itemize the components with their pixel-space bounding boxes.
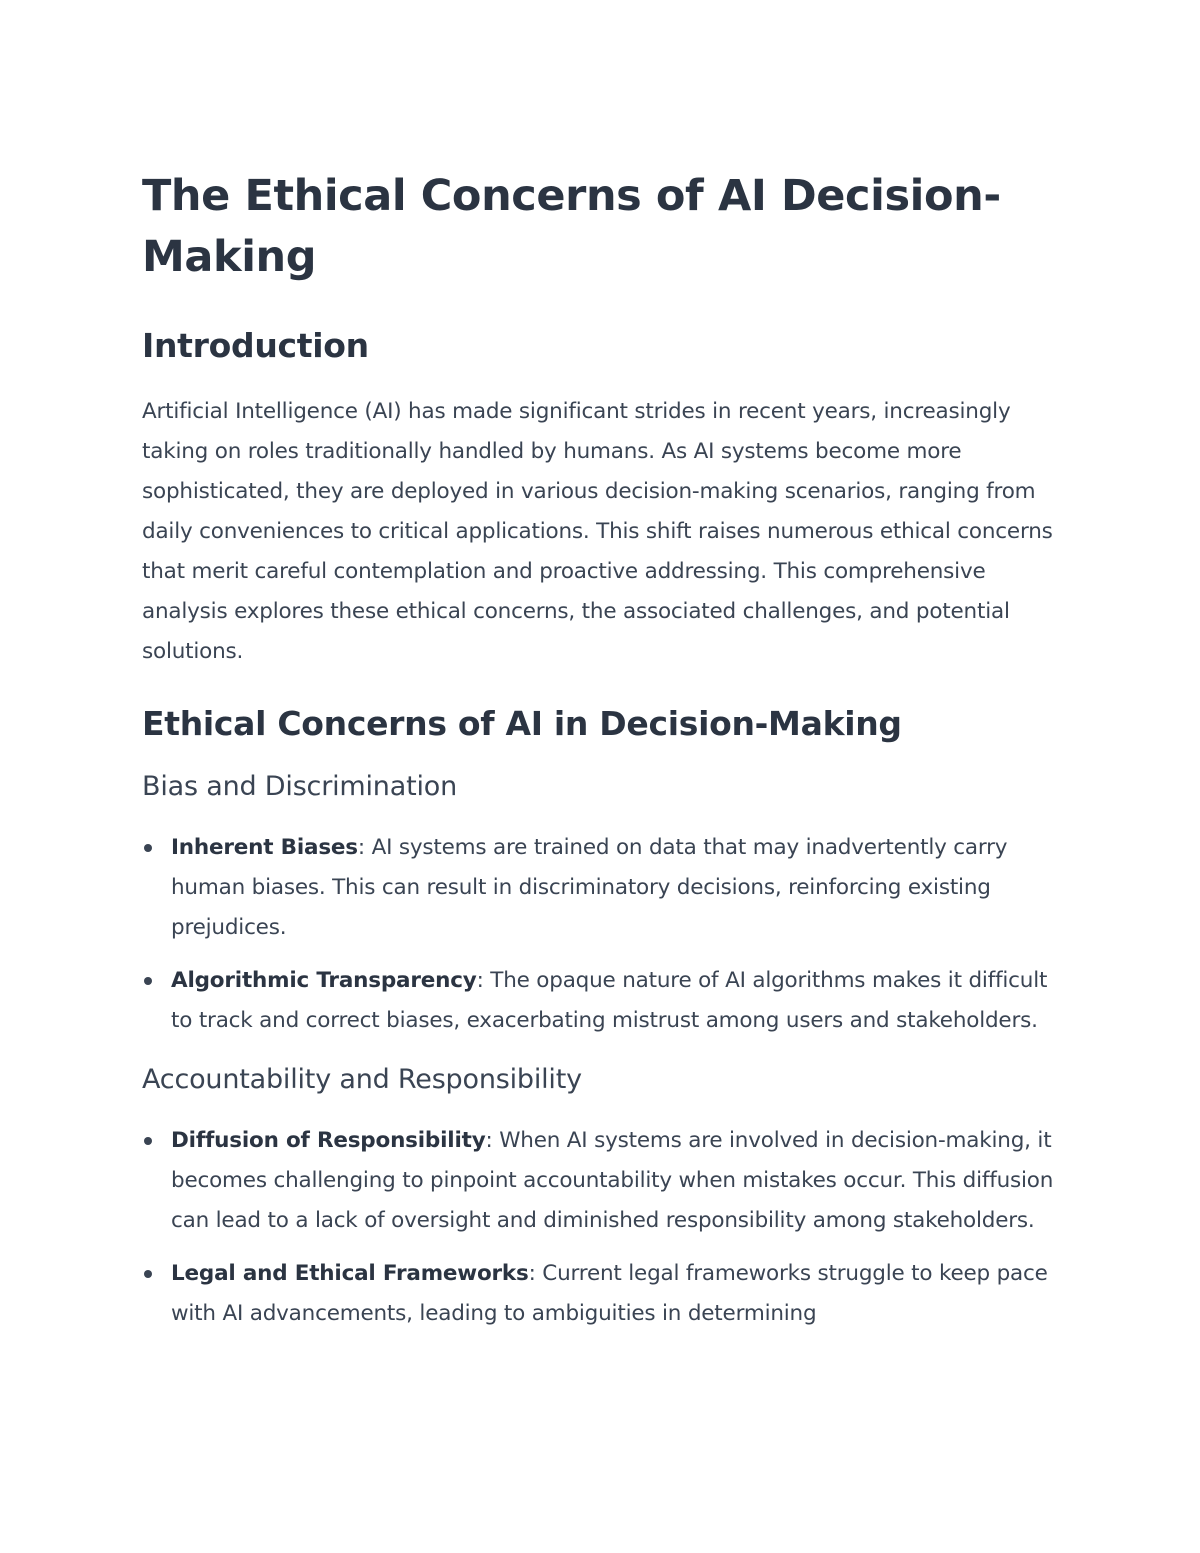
list-item-text: : Current legal frameworks struggle to keep pace with AI advancements, leading to ambiguities in determining <box>171 1261 1048 1326</box>
list-item <box>142 961 1067 1041</box>
list-item-term: Legal and Ethical Frameworks <box>171 1261 529 1286</box>
list-item-text: : AI systems are trained on data that may inadvertently carry human biases. This can result in discriminatory decisions, reinforcing existing prejudices. <box>171 835 1008 940</box>
accountability-list <box>142 1121 1067 1334</box>
list-item <box>142 828 1067 948</box>
introduction-paragraph: Artificial Intelligence (AI) has made significant strides in recent years, increasingly taking on roles traditionally handled by humans. As AI systems become more sophisticated, they are deployed in various decision-making scenarios, ranging from daily conveniences to critical applications. This shift raises numerous ethical concerns that merit careful contemplation and proactive addressing. This comprehensive analysis explores these ethical concerns, the associated challenges, and potential solutions. <box>142 399 1053 664</box>
bullet-icon <box>144 1137 152 1145</box>
bias-list <box>142 828 1067 1041</box>
list-item-term: Algorithmic Transparency <box>171 968 477 993</box>
subsection-heading-accountability: Accountability and Responsibility <box>142 1064 582 1095</box>
list-item-text: : When AI systems are involved in decision-making, it becomes challenging to pinpoint accountability when mistakes occur. This diffusion can lead to a lack of oversight and diminished responsibility among stakeholders. <box>171 1128 1054 1233</box>
section-heading-introduction: Introduction <box>142 326 369 365</box>
list-item-text: : The opaque nature of AI algorithms makes it difficult to track and correct biases, exacerbating mistrust among users and stakeholders. <box>171 968 1048 1033</box>
bullet-icon <box>144 844 152 852</box>
document-page <box>142 166 1067 1334</box>
subsection-heading-bias: Bias and Discrimination <box>142 771 457 802</box>
document-title: The Ethical Concerns of AI Decision-Making <box>142 171 1001 282</box>
bullet-icon <box>144 977 152 985</box>
section-heading-ethical-concerns: Ethical Concerns of AI in Decision-Making <box>142 704 902 743</box>
list-item <box>142 1254 1067 1334</box>
list-item-term: Inherent Biases <box>171 835 358 860</box>
list-item <box>142 1121 1067 1241</box>
bullet-icon <box>144 1270 152 1278</box>
list-item-term: Diffusion of Responsibility <box>171 1128 486 1153</box>
